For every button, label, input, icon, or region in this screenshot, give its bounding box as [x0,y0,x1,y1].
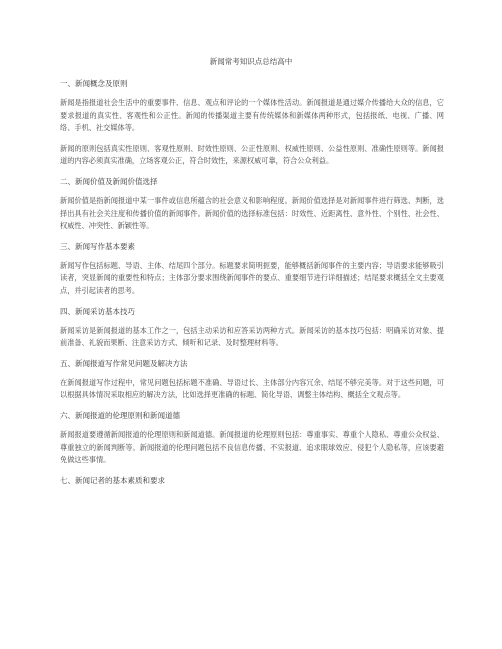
paragraph: 新闻写作包括标题、导语、主体、结尾四个部分。标题要求简明扼要，能够概括新闻事件的主要内容；导语要求能够吸引读者，突显新闻的重要性和特点；主体部分要求围绕新闻事件的要点、重要细节进行详细描述；结尾要求概括全文主要观点，并引起读者的思考。 [60,260,444,295]
paragraph: 新闻报道要遵循新闻报道的伦理原则和新闻道德。新闻报道的伦理原则包括：尊重事实、尊重个人隐私、尊重公众权益、尊重独立的新闻判断等。新闻报道的伦理问题包括不良信息传播、不实报道、追求眼球效应、侵犯个人隐私等，应该要避免做这些事情。 [60,429,444,465]
section-heading: 六、新闻报道的伦理原则和新闻道德 [60,410,180,420]
section-heading: 七、新闻记者的基本素质和要求 [60,475,165,485]
section-heading: 二、新闻价值及新闻价值选择 [60,176,158,186]
paragraph: 新闻的原则包括真实性原则、客观性原则、时效性原则、公正性原则、权威性原则、公益性原则、准确性原则等。新闻报道的内容必须真实准确，立场客观公正，符合时效性，来源权威可靠，符合公众利益。 [60,143,444,166]
document-title: 新闻常考知识点总结高中 [209,57,293,66]
section-heading: 四、新闻采访基本技巧 [60,306,135,316]
paragraph: 在新闻报道写作过程中，常见问题包括标题不准确、导语过长、主体部分内容冗余、结尾不够完美等。对于这些问题，可以根据具体情况采取相应的解决方法，比如选择更准确的标题、简化导语、调整主体结构、概括全文观点等。 [60,377,444,400]
section-heading: 五、新闻报道写作常见问题及解决方法 [60,358,188,368]
paragraph: 新闻价值是指新闻报道中某一事件或信息所蕴含的社会意义和影响程度。新闻价值选择是对新闻事件进行筛选、判断，选择出具有社会关注度和传播价值的新闻事件。新闻价值的选择标准包括：时效性、近距离性、意外性、个别性、社会性、权威性、冲突性、新颖性等。 [60,195,444,231]
section-heading: 一、新闻概念及原则 [60,79,128,88]
paragraph: 新闻采访是新闻报道的基本工作之一，包括主动采访和应答采访两种方式。新闻采访的基本技巧包括：明确采访对象、提前准备、礼貌而果断、注意采访方式、倾听和记录、及时整理材料等。 [60,325,444,348]
section-heading: 三、新闻写作基本要素 [60,241,135,251]
paragraph: 新闻是指报道社会生活中的重要事件、信息、观点和评论的一个媒体性活动。新闻报道是通过媒介传播给大众的信息，它要求报道的真实性、客观性和公正性。新闻的传播渠道主要有传统媒体和新媒体两种形式，包括报纸、电视、广播、网络、手机、社交媒体等。 [60,98,444,133]
document-body [60,78,444,494]
